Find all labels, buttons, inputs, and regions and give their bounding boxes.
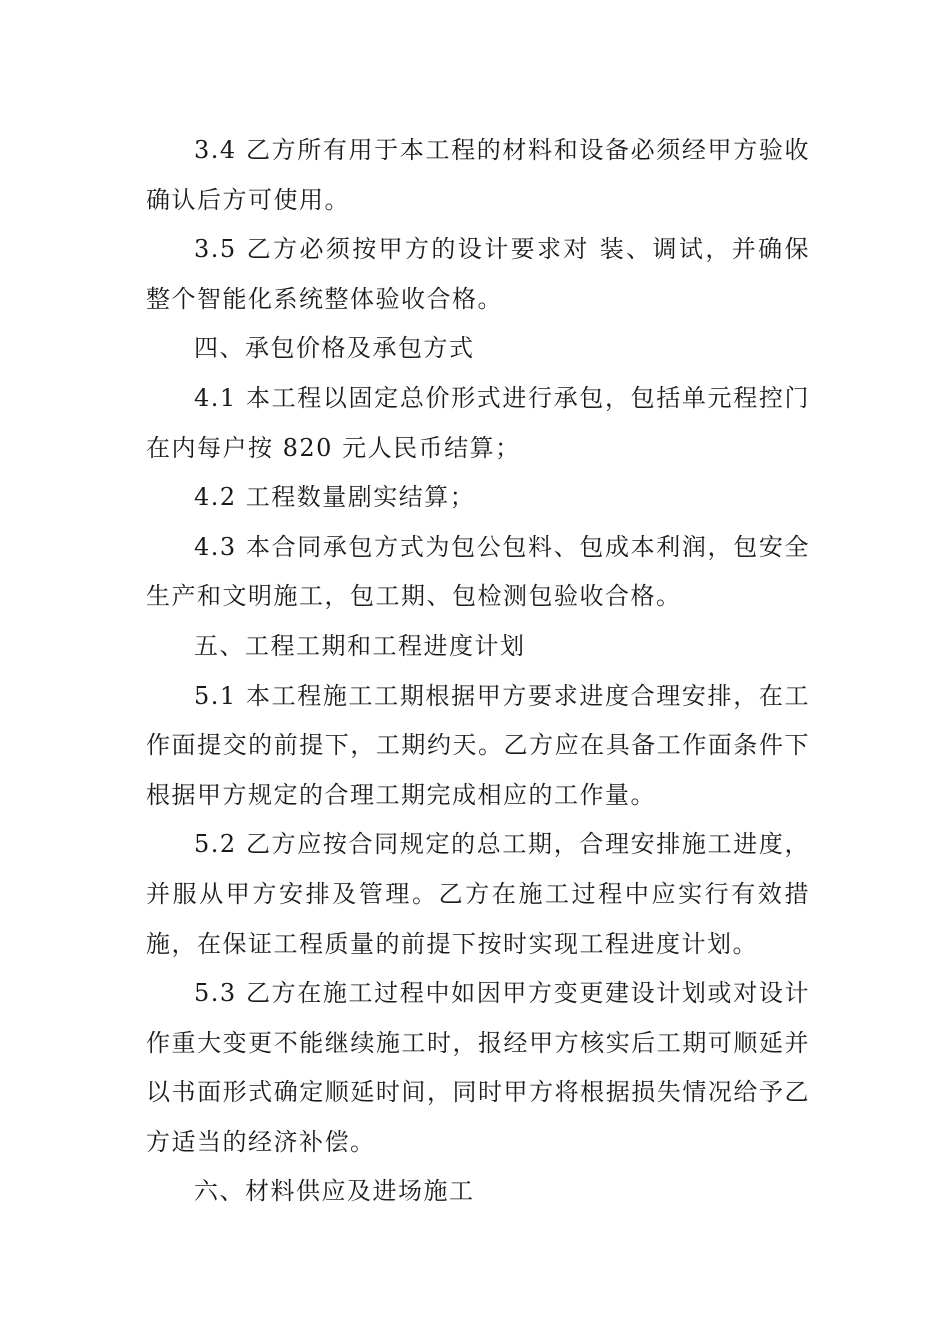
section-heading-5: 五、工程工期和工程进度计划 bbox=[194, 631, 526, 660]
clause-5-3: 5.3 乙方在施工过程中如因甲方变更建设计划或对设计作重大变更不能继续施工时，报经甲方核实后工期可顺延并以书面形式确定顺延时间，同时甲方将根据损失情况给予乙方适当的经济补偿。 bbox=[146, 979, 810, 1156]
section-heading-4: 四、承包价格及承包方式 bbox=[194, 334, 475, 363]
clause-3-4: 3.4 乙方所有用于本工程的材料和设备必须经甲方验收确认后方可使用。 bbox=[146, 136, 810, 214]
clause-4-1: 4.1 本工程以固定总价形式进行承包，包括单元程控门在内每户按 820 元人民币结算； bbox=[146, 383, 810, 462]
section-heading-6: 六、材料供应及进场施工 bbox=[194, 1177, 475, 1206]
clause-4-3: 4.3 本合同承包方式为包公包料、包成本利润，包安全生产和文明施工，包工期、包检测包验收合格。 bbox=[146, 532, 810, 611]
document-body bbox=[146, 126, 810, 1217]
clause-5-2: 5.2 乙方应按合同规定的总工期，合理安排施工进度，并服从甲方安排及管理。乙方在施工过程中应实行有效措施，在保证工程质量的前提下按时实现工程进度计划。 bbox=[146, 830, 810, 958]
clause-3-5: 3.5 乙方必须按甲方的设计要求对 装、调试，并确保整个智能化系统整体验收合格。 bbox=[146, 235, 810, 313]
clause-4-2: 4.2 工程数量剧实结算； bbox=[194, 483, 476, 512]
clause-5-1: 5.1 本工程施工工期根据甲方要求进度合理安排，在工作面提交的前提下，工期约天。乙方应在具备工作面条件下根据甲方规定的合理工期完成相应的工作量。 bbox=[146, 681, 810, 809]
